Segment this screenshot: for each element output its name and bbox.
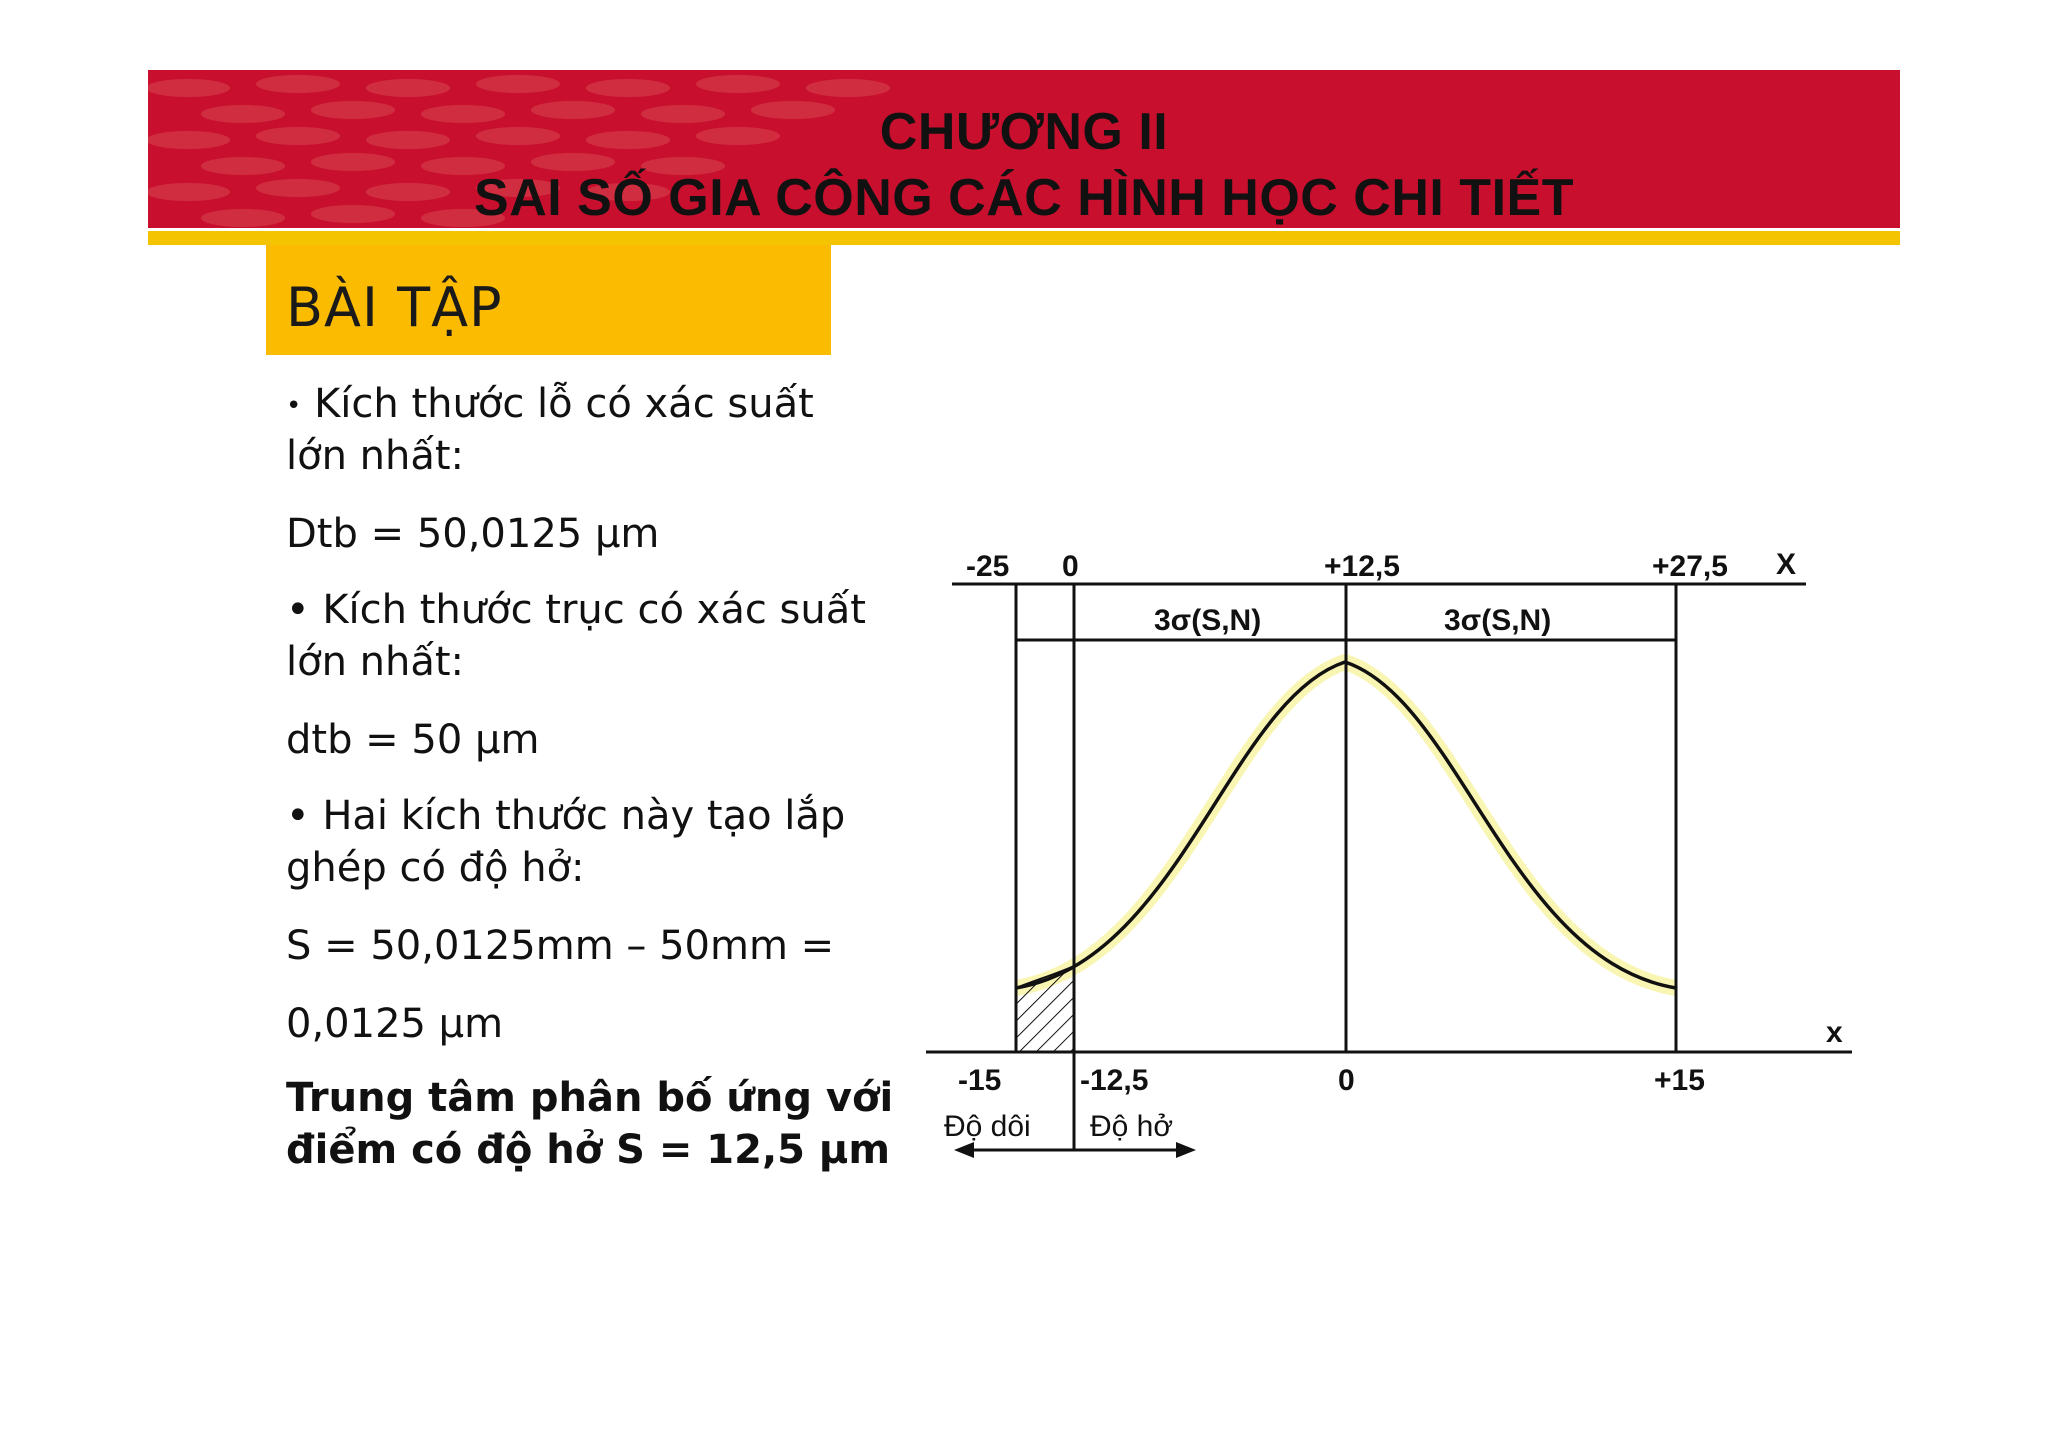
conclusion-line: Trung tâm phân bố ứng với [286, 1075, 894, 1121]
text-line: lớn nhất: [286, 639, 465, 685]
top-axis-name: X [1776, 548, 1797, 581]
text-line: Kích thước trục có xác suất [322, 587, 866, 633]
top-label-27-5: +27,5 [1652, 550, 1728, 583]
conclusion-line: điểm có độ hở S = 12,5 μm [286, 1127, 891, 1173]
text-line: 0,0125 μm [286, 1001, 504, 1047]
bottom-label-15: +15 [1654, 1064, 1705, 1097]
sigma-label-left: 3σ(S,N) [1154, 604, 1262, 637]
bullet-icon: • [286, 793, 310, 839]
chapter-subtitle: SAI SỐ GIA CÔNG CÁC HÌNH HỌC CHI TIẾT [474, 169, 1574, 227]
top-label-neg25: -25 [966, 550, 1010, 583]
chapter-title: CHƯƠNG II [879, 103, 1169, 161]
text-line: S = 50,0125mm – 50mm = [286, 923, 835, 969]
section-title: BÀI TẬP [286, 276, 503, 339]
text-line: dtb = 50 μm [286, 717, 540, 763]
bottom-label-neg15: -15 [958, 1064, 1002, 1097]
bullet-icon: • [286, 391, 302, 421]
top-label-zero: 0 [1062, 550, 1079, 583]
sigma-label-right: 3σ(S,N) [1444, 604, 1552, 637]
bottom-axis-name: x [1826, 1016, 1843, 1049]
arrow-left-icon [954, 1142, 974, 1158]
text-line: Hai kích thước này tạo lắp [322, 793, 846, 839]
bottom-label-zero: 0 [1338, 1064, 1355, 1097]
bullet-icon: • [286, 587, 310, 633]
text-line: lớn nhất: [286, 433, 465, 479]
text-line: Dtb = 50,0125 μm [286, 511, 660, 557]
clearance-label: Độ hở [1090, 1110, 1174, 1143]
top-label-12-5: +12,5 [1324, 550, 1400, 583]
text-line: Kích thước lỗ có xác suất [314, 381, 814, 427]
interference-label: Độ dôi [944, 1110, 1031, 1143]
arrow-right-icon [1176, 1142, 1196, 1158]
bottom-label-neg12-5: -12,5 [1080, 1064, 1149, 1097]
text-line: ghép có độ hở: [286, 845, 585, 891]
